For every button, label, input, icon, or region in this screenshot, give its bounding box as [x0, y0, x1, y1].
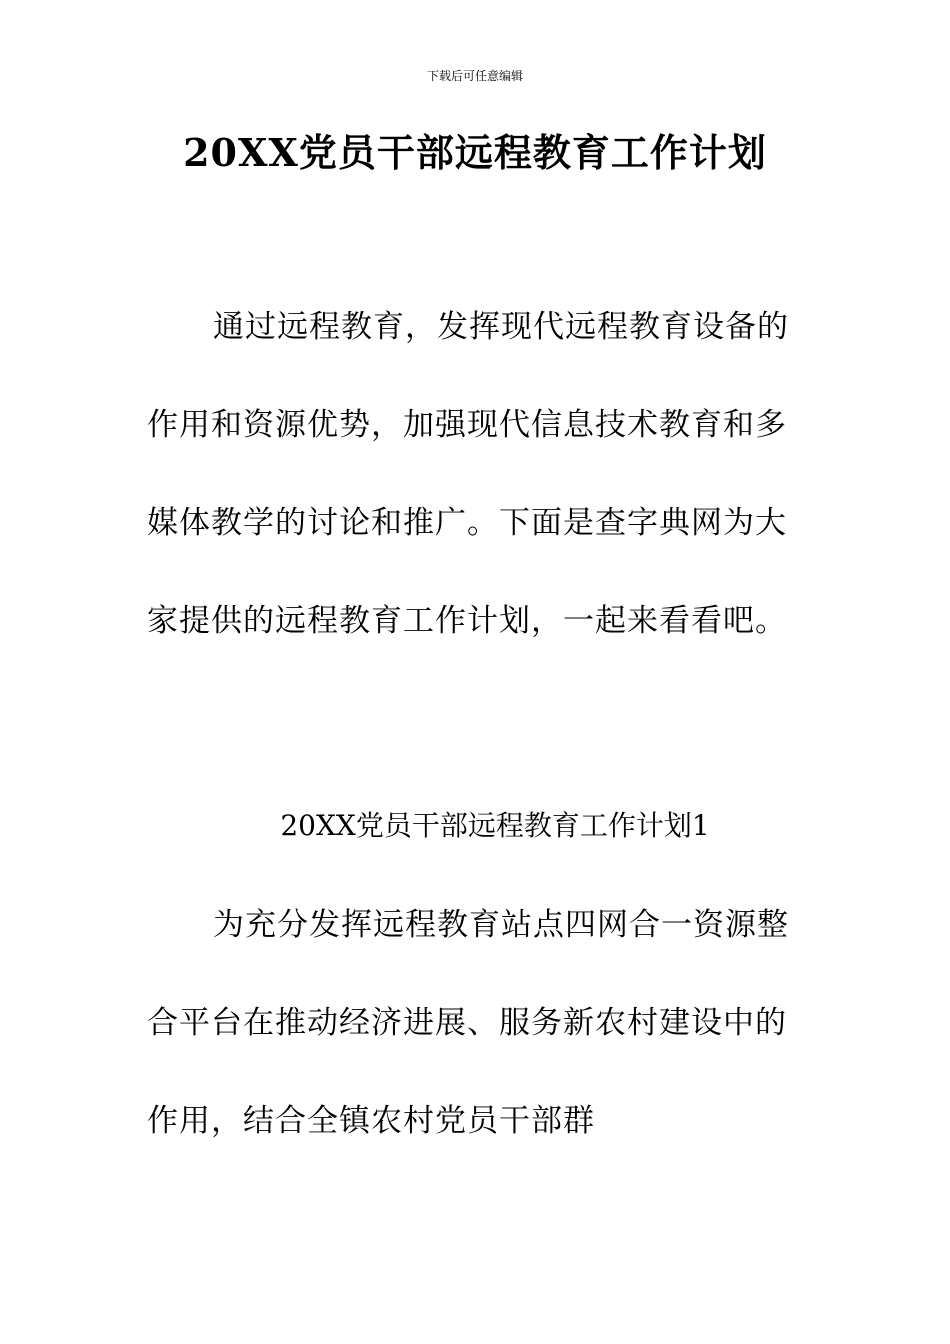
section-paragraph: 为充分发挥远程教育站点四网合一资源整合平台在推动经济进展、服务新农村建设中的作用，结合全镇农村党员干部群 — [147, 907, 789, 1139]
intro-paragraph: 通过远程教育，发挥现代远程教育设备的作用和资源优势，加强现代信息技术教育和多媒体教学的讨论和推广。下面是查字典网为大家提供的远程教育工作计划，一起来看看吧。 — [147, 309, 789, 639]
header-note: 下载后可任意编辑 — [426, 69, 523, 83]
document-title: 20XX党员干部远程教育工作计划 — [183, 130, 767, 175]
section-heading: 20XX党员干部远程教育工作计划1 — [280, 809, 710, 842]
